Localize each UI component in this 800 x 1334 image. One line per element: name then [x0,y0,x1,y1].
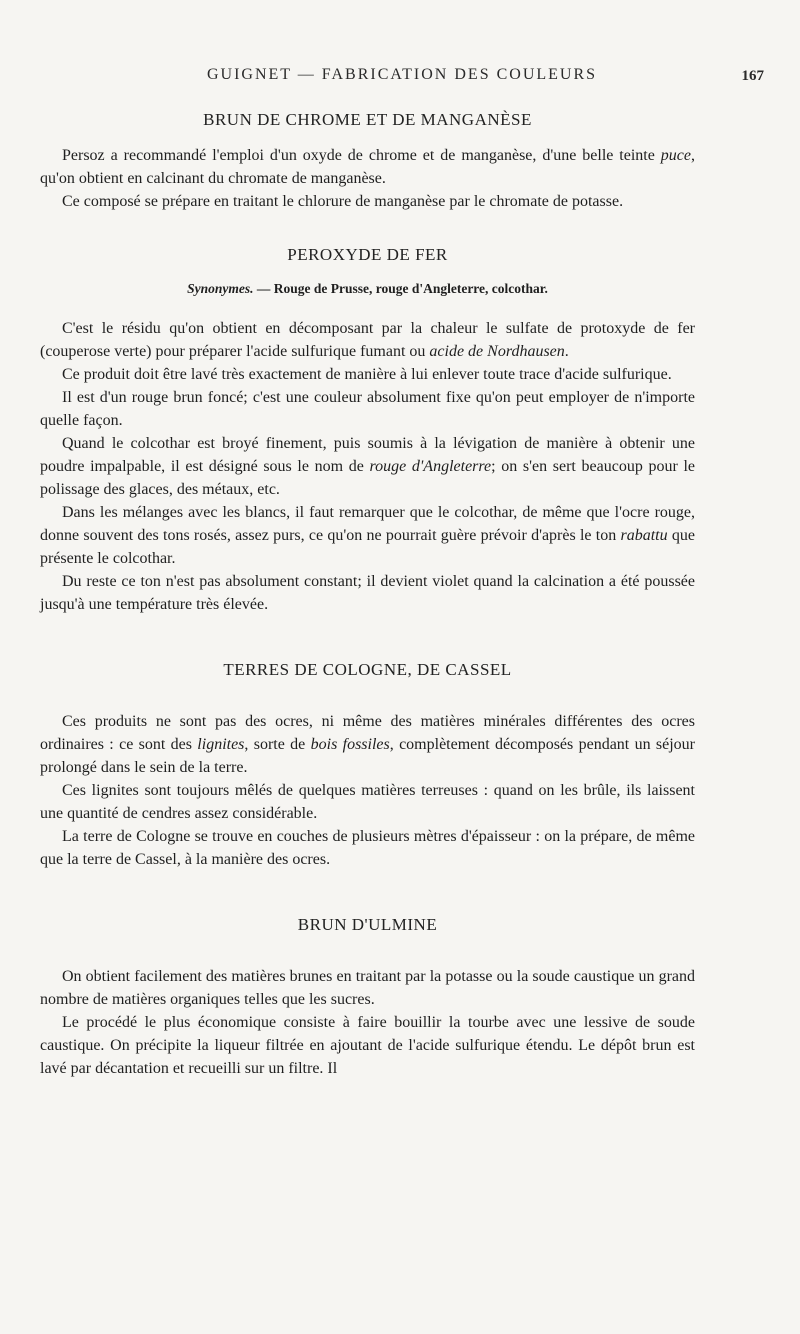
paragraph: Ces produits ne sont pas des ocres, ni même des matières minérales différentes des ocres ordinaires : ce sont des lignites, sorte de bois fossiles, complètement décomposés pendant un séjour prolongé dans le sein de la terre. [40,713,696,776]
paragraph: Ce produit doit être lavé très exactement de manière à lui enlever toute trace d'acide sulfurique. [62,366,672,383]
paragraph: Le procédé le plus économique consiste à faire bouillir la tourbe avec une lessive de soude caustique. On précipite la liqueur filtrée en ajoutant de l'acide sulfurique étendu. Le dépôt brun est lavé par décantation et recueilli sur un filtre. Il [40,1014,695,1077]
running-title: GUIGNET — FABRICATION DES COULEURS [206,66,598,83]
section-title-brun-d-ulmine: BRUN D'ULMINE [297,915,438,934]
paragraph: Persoz a recommandé l'emploi d'un oxyde de chrome et de manganèse, d'une belle teinte puce, qu'on obtient en calcinant du chromate de manganèse. [40,147,695,187]
paragraph: Ce composé se prépare en traitant le chlorure de manganèse par le chromate de potasse. [62,193,624,210]
paragraph: La terre de Cologne se trouve en couches de plusieurs mètres d'épaisseur : on la prépare, de même que la terre de Cassel, à la manière des ocres. [40,828,695,868]
paragraph: Du reste ce ton n'est pas absolument constant; il devient violet quand la calcination a été poussée jusqu'à une température très élevée. [40,573,695,613]
section-title-terres-de-cologne: TERRES DE COLOGNE, DE CASSEL [223,660,512,679]
page-content [40,110,695,1080]
paragraph: On obtient facilement des matières brunes en traitant par la potasse ou la soude caustique un grand nombre de matières organiques telles que les sucres. [40,968,695,1008]
paragraph: Quand le colcothar est broyé finement, puis soumis à la lévigation de manière à obtenir une poudre impalpable, il est désigné sous le nom de rouge d'Angleterre; on s'en sert beaucoup pour le polissage des glaces, des métaux, etc. [40,435,696,498]
paragraph: C'est le résidu qu'on obtient en décomposant par la chaleur le sulfate de protoxyde de fer (couperose verte) pour préparer l'acide sulfurique fumant ou acide de Nordhausen. [40,320,695,360]
synonyms-line: Synonymes. — Rouge de Prusse, rouge d'Angleterre, colcothar. [187,281,548,296]
paragraph: Il est d'un rouge brun foncé; c'est une couleur absolument fixe qu'on peut employer de n'importe quelle façon. [40,389,695,429]
section-title-brun-de-chrome: BRUN DE CHROME ET DE MANGANÈSE [203,110,532,129]
paragraph: Dans les mélanges avec les blancs, il faut remarquer que le colcothar, de même que l'ocre rouge, donne souvent des tons rosés, assez purs, ce qu'on ne pourrait guère prévoir d'après le ton rabattu que présente le colcothar. [40,504,695,567]
running-head [40,66,764,90]
page-number: 167 [741,68,764,84]
section-title-peroxyde-de-fer: PEROXYDE DE FER [287,245,448,264]
paragraph: Ces lignites sont toujours mêlés de quelques matières terreuses : quand on les brûle, ils laissent une quantité de cendres assez considérable. [40,782,695,822]
